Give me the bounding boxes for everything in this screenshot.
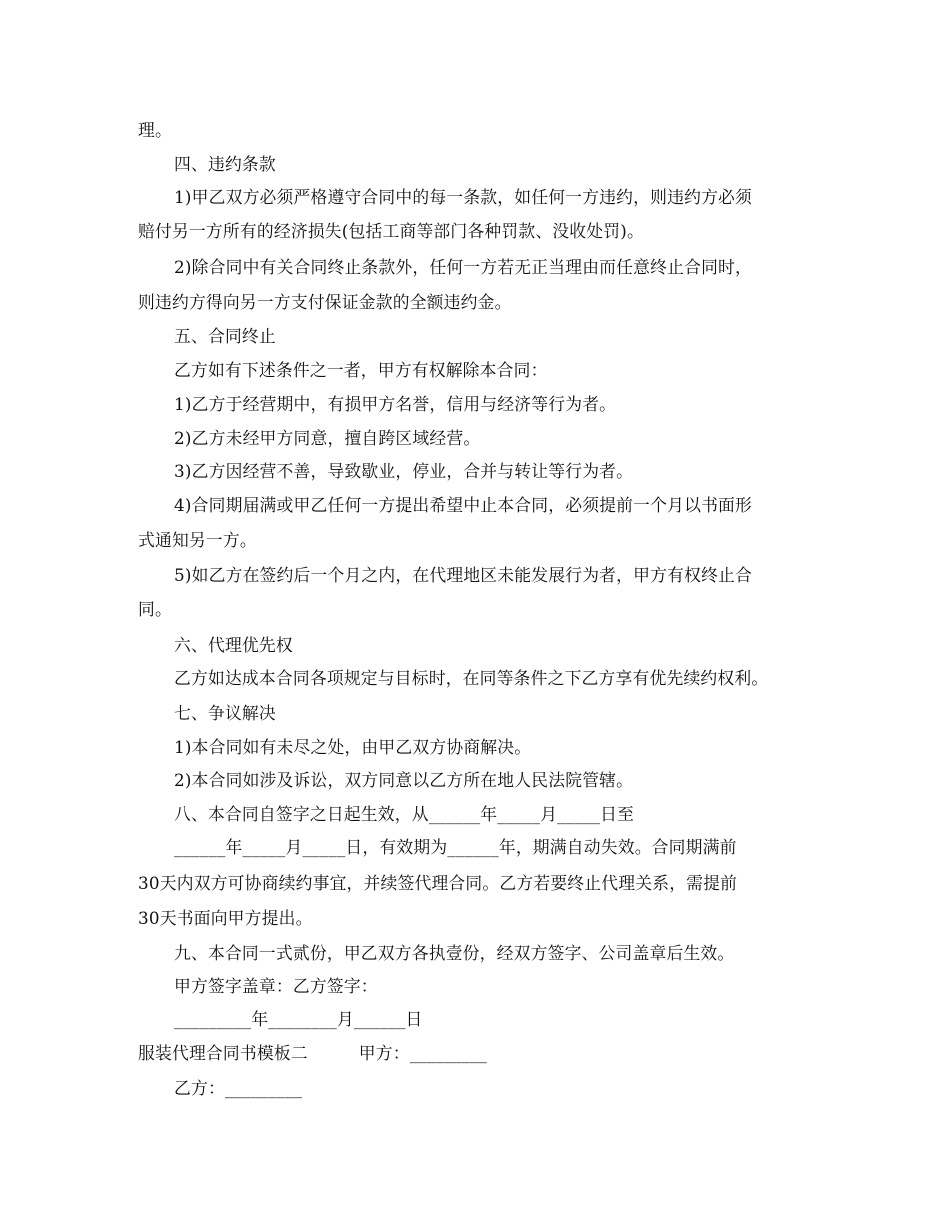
text-line: 2)除合同中有关合同终止条款外，任何一方若无正当理由而任意终止合同时， (174, 257, 753, 277)
text-line: 1)乙方于经营期中，有损甲方名誉，信用与经济等行为者。 (174, 394, 617, 414)
text-line: 式通知另一方。 (138, 530, 257, 550)
text-line: 则违约方得向另一方支付保证金款的全额违约金。 (138, 292, 512, 312)
section-heading-dispute: 七、争议解决 (174, 703, 276, 723)
text-line: 1)甲乙双方必须严格遵守合同中的每一条款，如任何一方违约，则违约方必须 (174, 187, 753, 207)
text-line: 理。 (138, 120, 172, 140)
text-line: 同。 (138, 599, 172, 619)
text-line: 3)乙方因经营不善，导致歇业，停业，合并与转让等行为者。 (174, 461, 634, 481)
section-heading-effective: 八、本合同自签字之日起生效，从______年_____月_____日至 (174, 804, 635, 824)
text-line: ______年_____月_____日，有效期为______年，期满自动失效。合同期满前 (174, 837, 737, 857)
text-line: 30天内双方可协商续约事宜，并续签代理合同。乙方若要终止代理关系，需提前 (138, 873, 738, 893)
section-heading-priority: 六、代理优先权 (174, 635, 293, 655)
text-line: 赔付另一方所有的经济损失(包括工商等部门各种罚款、没收处罚)。 (138, 221, 644, 241)
text-line: 1)本合同如有未尽之处，由甲乙双方协商解决。 (174, 737, 532, 757)
text-line: 2)本合同如涉及诉讼，双方同意以乙方所在地人民法院管辖。 (174, 770, 634, 790)
signature-label: 甲方签字盖章：乙方签字： (174, 976, 378, 996)
party-b-line: 乙方：_________ (174, 1078, 303, 1098)
text-line: 2)乙方未经甲方同意，擅自跨区域经营。 (174, 428, 481, 448)
signature-date-line: _________年________月______日 (174, 1009, 423, 1029)
template-title-line: 服装代理合同书模板二 甲方：_________ (138, 1043, 488, 1063)
section-heading-termination: 五、合同终止 (174, 326, 276, 346)
section-heading-breach: 四、违约条款 (174, 154, 276, 174)
text-line: 5)如乙方在签约后一个月之内，在代理地区未能发展行为者，甲方有权终止合 (174, 565, 753, 585)
text-line: 乙方如有下述条件之一者，甲方有权解除本合同： (174, 360, 548, 380)
text-line: 乙方如达成本合同各项规定与目标时，在同等条件之下乙方享有优先续约权利。 (174, 668, 769, 688)
text-line: 30天书面向甲方提出。 (138, 908, 313, 928)
text-line: 4)合同期届满或甲乙任何一方提出希望中止本合同，必须提前一个月以书面形 (174, 495, 753, 515)
section-heading-copies: 九、本合同一式贰份，甲乙双方各执壹份，经双方签字、公司盖章后生效。 (174, 943, 735, 963)
